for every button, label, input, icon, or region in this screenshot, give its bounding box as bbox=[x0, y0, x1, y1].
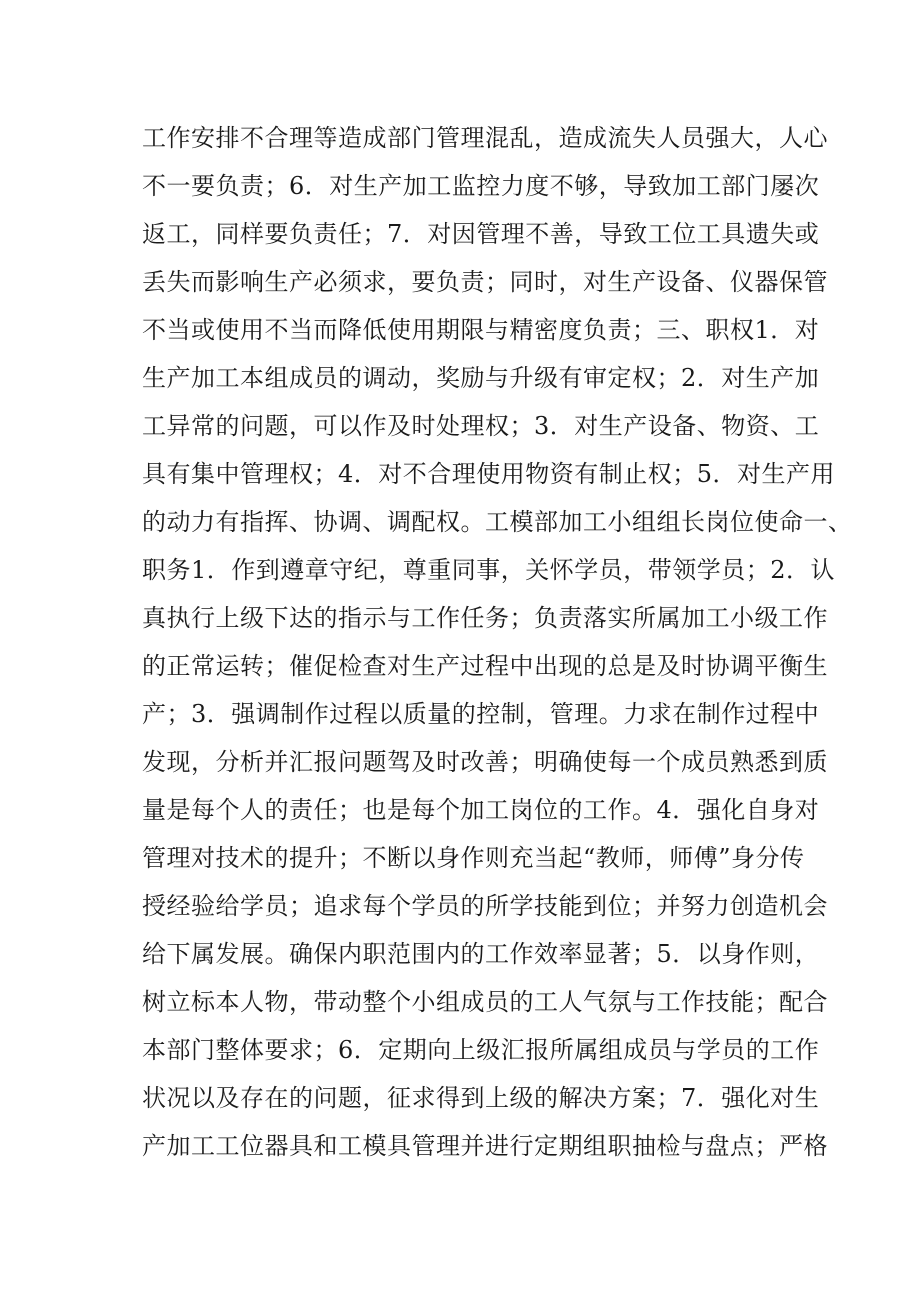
text-line: 真执行上级下达的指示与工作任务；负责落实所属加工小级工作 bbox=[142, 604, 828, 632]
text-line: 不当或使用不当而降低使用期限与精密度负责；三、职权1．对 bbox=[142, 316, 820, 344]
text-line: 工异常的问题，可以作及时处理权；3．对生产设备、物资、工 bbox=[142, 412, 820, 440]
text-line: 丢失而影响生产必须求，要负责；同时，对生产设备、仪器保管 bbox=[142, 268, 828, 296]
text-line: 产加工工位器具和工模具管理并进行定期组职抽检与盘点；严格 bbox=[142, 1132, 828, 1160]
text-line: 职务1．作到遵章守纪，尊重同事，关怀学员，带领学员；2．认 bbox=[142, 556, 836, 584]
text-line: 生产加工本组成员的调动，奖励与升级有审定权；2．对生产加 bbox=[142, 364, 820, 392]
text-line: 树立标本人物，带动整个小组成员的工人气氛与工作技能；配合 bbox=[142, 988, 828, 1016]
text-line: 状况以及存在的问题，征求得到上级的解决方案；7．强化对生 bbox=[142, 1084, 820, 1112]
text-line: 量是每个人的责任；也是每个加工岗位的工作。4．强化自身对 bbox=[142, 796, 820, 824]
text-line: 具有集中管理权；4．对不合理使用物资有制止权；5．对生产用 bbox=[142, 460, 836, 488]
text-line: 的正常运转；催促检查对生产过程中出现的总是及时协调平衡生 bbox=[142, 652, 828, 680]
text-line: 授经验给学员；追求每个学员的所学技能到位；并努力创造机会 bbox=[142, 892, 828, 920]
text-line: 返工，同样要负责任；7．对因管理不善，导致工位工具遗失或 bbox=[142, 220, 820, 248]
text-line: 不一要负责；6．对生产加工监控力度不够，导致加工部门屡次 bbox=[142, 172, 820, 200]
body-text bbox=[142, 114, 853, 1170]
text-line: 管理对技术的提升；不断以身作则充当起“教师，师傅”身分传 bbox=[142, 844, 805, 872]
text-line: 产；3．强调制作过程以质量的控制，管理。力求在制作过程中 bbox=[142, 700, 820, 728]
text-line: 工作安排不合理等造成部门管理混乱，造成流失人员强大，人心 bbox=[142, 124, 828, 152]
text-line: 给下属发展。确保内职范围内的工作效率显著；5．以身作则， bbox=[142, 940, 820, 968]
text-line: 的动力有指挥、协调、调配权。工模部加工小组组长岗位使命一、 bbox=[142, 508, 853, 536]
text-line: 发现，分析并汇报问题驾及时改善；明确使每一个成员熟悉到质 bbox=[142, 748, 828, 776]
text-line: 本部门整体要求；6．定期向上级汇报所属组成员与学员的工作 bbox=[142, 1036, 820, 1064]
